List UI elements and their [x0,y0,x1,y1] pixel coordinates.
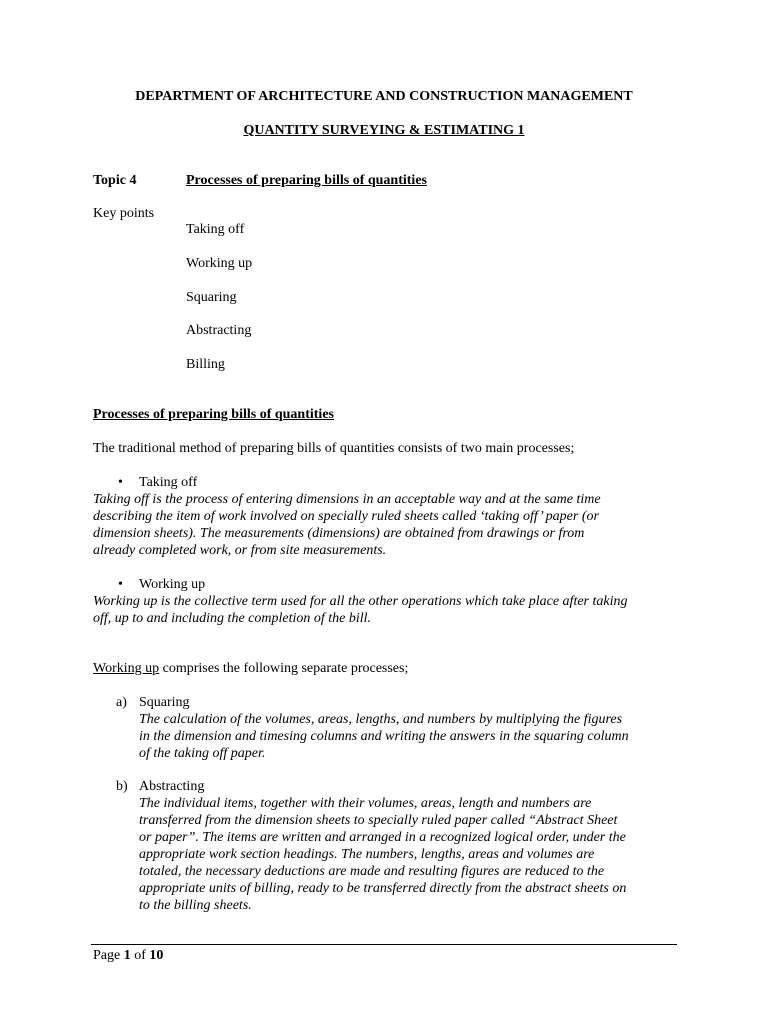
description-line: transferred from the dimension sheets to specially ruled paper called “Abstract Sheet [139,813,618,828]
page-number: 1 [123,948,131,963]
section-intro: The traditional method of preparing bills of quantities consists of two main processes; [93,441,575,456]
footer-divider [91,944,677,945]
process-title: Taking off [139,475,198,490]
process-title: Working up [139,577,206,592]
page-total: 10 [149,948,164,963]
page-footer [93,947,163,964]
topic-label: Topic 4 [93,173,137,188]
description-line: totaled, the necessary deductions are made and resulting figures are reduced to the [139,864,605,879]
description-line: appropriate work section headings. The numbers, lengths, areas and volumes are [139,847,595,862]
course-title: QUANTITY SURVEYING & ESTIMATING 1 [243,123,525,138]
process-description [93,593,677,627]
description-line: The individual items, together with their volumes, areas, length and numbers are [139,796,592,811]
key-point-item: Abstracting [186,323,252,338]
description-line: off, up to and including the completion of the bill. [93,611,372,626]
description-line: appropriate units of billing, ready to be transferred directly from the abstract sheets on [139,881,627,896]
key-point-item: Working up [186,256,253,271]
description-line: already completed work, or from site measurements. [93,543,387,558]
description-line: Working up is the collective term used for all the other operations which take place after taking [93,594,628,609]
department-heading: DEPARTMENT OF ARCHITECTURE AND CONSTRUCTION MANAGEMENT [135,89,633,104]
working-up-intro [93,660,408,677]
list-marker: b) [116,779,128,794]
subprocess-description [139,795,677,914]
working-up-term: Working up [93,661,160,676]
description-line: to the billing sheets. [139,898,252,913]
description-line: The calculation of the volumes, areas, lengths, and numbers by multiplying the figures [139,712,623,727]
bullet-icon: • [118,475,123,490]
description-line: in the dimension and timesing columns and writing the answers in the squaring column [139,729,629,744]
key-points-label: Key points [93,206,155,221]
description-line: or paper”. The items are written and arranged in a recognized logical order, under the [139,830,626,845]
key-point-item: Squaring [186,290,237,305]
of-word: of [130,948,150,963]
bullet-icon: • [118,577,123,592]
page-word: Page [93,948,124,963]
description-line: Taking off is the process of entering dimensions in an acceptable way and at the same time [93,492,601,507]
description-line: dimension sheets). The measurements (dimensions) are obtained from drawings or from [93,526,585,541]
subprocess-title: Squaring [139,695,190,710]
key-point-item: Taking off [186,222,245,237]
working-up-rest: comprises the following separate processes; [159,661,409,676]
process-description [93,491,677,559]
list-marker: a) [116,695,127,710]
subprocess-title: Abstracting [139,779,205,794]
section-heading: Processes of preparing bills of quantities [93,407,334,422]
topic-title: Processes of preparing bills of quantities [186,173,427,188]
description-line: describing the item of work involved on specially ruled sheets called ‘taking off’ paper (or [93,509,599,524]
description-line: of the taking off paper. [139,746,266,761]
key-point-item: Billing [186,357,225,372]
subprocess-description [139,711,677,762]
